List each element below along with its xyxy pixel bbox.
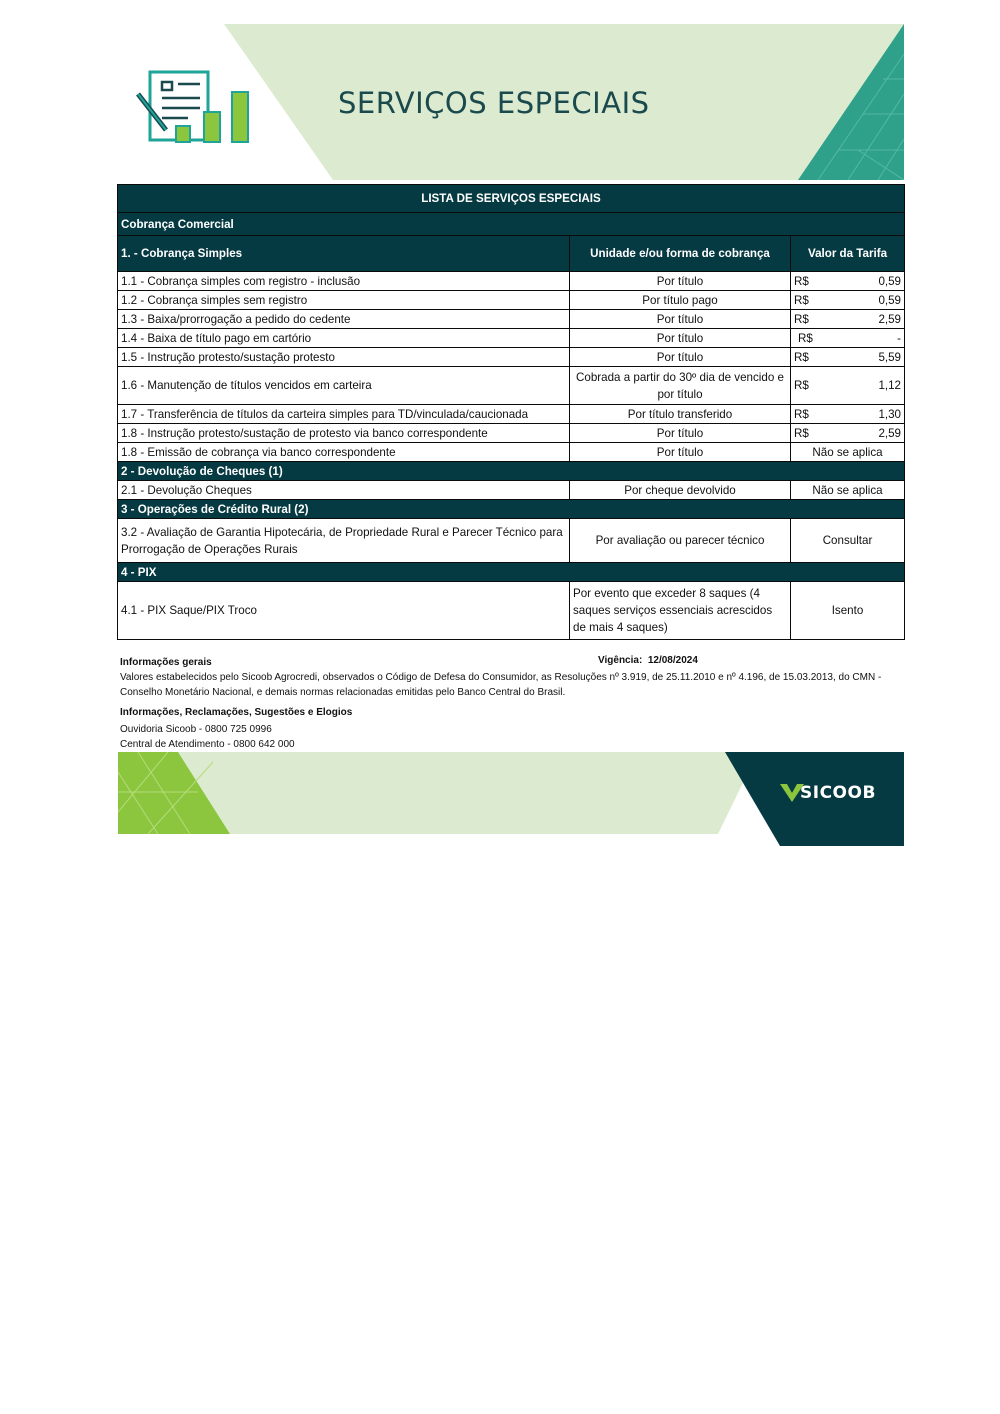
currency-label: R$ [794, 293, 809, 307]
currency-label: R$ [794, 426, 809, 440]
services-table [117, 184, 905, 640]
general-info-label: Informações gerais [120, 657, 212, 668]
currency-label: R$ [794, 274, 809, 288]
service-cell: 1.7 - Transferência de títulos da carteira simples para TD/vinculada/caucionada [118, 405, 570, 424]
currency-label: R$ [794, 350, 809, 364]
table-row [118, 348, 905, 367]
unit-cell: Por título [570, 272, 791, 291]
value-cell [791, 272, 905, 291]
vigencia-label: Vigência: [598, 655, 643, 666]
value-cell: Não se aplica [791, 481, 905, 500]
column-header-unit: Unidade e/ou forma de cobrança [570, 236, 791, 272]
table-title: LISTA DE SERVIÇOS ESPECIAIS [118, 185, 905, 213]
unit-cell: Por título [570, 443, 791, 462]
service-cell: 4.1 - PIX Saque/PIX Troco [118, 582, 570, 640]
unit-cell: Por avaliação ou parecer técnico [570, 519, 791, 563]
table-row [118, 424, 905, 443]
value-cell: Isento [791, 582, 905, 640]
value-cell [791, 310, 905, 329]
contact-label: Informações, Reclamações, Sugestões e Elogios [120, 707, 353, 718]
fee-value: 1,30 [878, 407, 902, 421]
document-chart-icon [132, 66, 256, 146]
vigencia-date: 12/08/2024 [647, 655, 698, 666]
service-cell: 1.4 - Baixa de título pago em cartório [118, 329, 570, 348]
service-cell: 1.5 - Instrução protesto/sustação protesto [118, 348, 570, 367]
unit-cell: Por cheque devolvido [570, 481, 791, 500]
unit-cell: Por título transferido [570, 405, 791, 424]
service-cell: 1.8 - Emissão de cobrança via banco correspondente [118, 443, 570, 462]
vigencia [598, 653, 698, 668]
value-cell [791, 424, 905, 443]
page-title: SERVIÇOS ESPECIAIS [338, 86, 650, 120]
unit-cell: Por título pago [570, 291, 791, 310]
group-header: 3 - Operações de Crédito Rural (2) [118, 500, 905, 519]
fee-value: 1,12 [878, 379, 902, 392]
table-row [118, 443, 905, 462]
fee-value: 2,59 [878, 426, 902, 440]
table-row [118, 405, 905, 424]
fee-value: - [897, 331, 902, 345]
service-cell: 1.3 - Baixa/prorrogação a pedido do cedente [118, 310, 570, 329]
group-header: 1. - Cobrança Simples [118, 236, 570, 272]
value-cell [791, 367, 905, 405]
fee-value: 2,59 [878, 312, 902, 326]
column-header-value: Valor da Tarifa [791, 236, 905, 272]
general-info-text: Valores estabelecidos pelo Sicoob Agrocredi, observados o Código de Defesa do Consumidor, as Resoluções nº 3.919, de 25.11.2010 e nº 4.196, de 15.03.2013, do CMN - Conselho Monetário Nacional, e demais normas relacionadas emitidas pelo Banco Central do Brasil. [120, 672, 882, 698]
sicoob-brand: SICOOB [800, 783, 876, 803]
table-row [118, 310, 905, 329]
unit-cell: Cobrada a partir do 30º dia de vencido e por título [570, 367, 791, 405]
currency-label: R$ [794, 407, 809, 421]
central-line: Central de Atendimento - 0800 642 000 [120, 739, 295, 750]
unit-cell: Por título [570, 310, 791, 329]
service-cell: 1.1 - Cobrança simples com registro - inclusão [118, 272, 570, 291]
ouvidoria-line: Ouvidoria Sicoob - 0800 725 0996 [120, 724, 272, 735]
table-row [118, 481, 905, 500]
table-row [118, 272, 905, 291]
value-cell [791, 348, 905, 367]
currency-label: R$ [794, 312, 809, 326]
group-header: 4 - PIX [118, 563, 905, 582]
service-cell: 1.2 - Cobrança simples sem registro [118, 291, 570, 310]
unit-cell: Por título [570, 329, 791, 348]
unit-cell: Por evento que exceder 8 saques (4 saques serviços essenciais acrescidos de mais 4 saques) [570, 582, 791, 640]
value-cell: Não se aplica [791, 443, 905, 462]
service-cell: 1.6 - Manutenção de títulos vencidos em carteira [118, 367, 570, 405]
footer-banner [118, 752, 904, 846]
fee-value: 0,59 [878, 274, 902, 288]
currency-label: R$ [794, 379, 809, 392]
table-row [118, 329, 905, 348]
fee-value: 5,59 [878, 350, 902, 364]
fee-value: 0,59 [878, 293, 902, 307]
value-cell: Consultar [791, 519, 905, 563]
table-row [118, 582, 905, 640]
currency-label: R$ [798, 331, 813, 345]
value-cell [791, 329, 905, 348]
service-cell: 2.1 - Devolução Cheques [118, 481, 570, 500]
service-cell: 3.2 - Avaliação de Garantia Hipotecária, de Propriedade Rural e Parecer Técnico para Prorrogação de Operações Rurais [118, 519, 570, 563]
value-cell [791, 291, 905, 310]
table-row [118, 291, 905, 310]
group-header: 2 - Devolução de Cheques (1) [118, 462, 905, 481]
unit-cell: Por título [570, 424, 791, 443]
value-cell [791, 405, 905, 424]
unit-cell: Por título [570, 348, 791, 367]
section-label: Cobrança Comercial [118, 213, 905, 236]
table-row [118, 367, 905, 405]
table-row [118, 519, 905, 563]
service-cell: 1.8 - Instrução protesto/sustação de protesto via banco correspondente [118, 424, 570, 443]
